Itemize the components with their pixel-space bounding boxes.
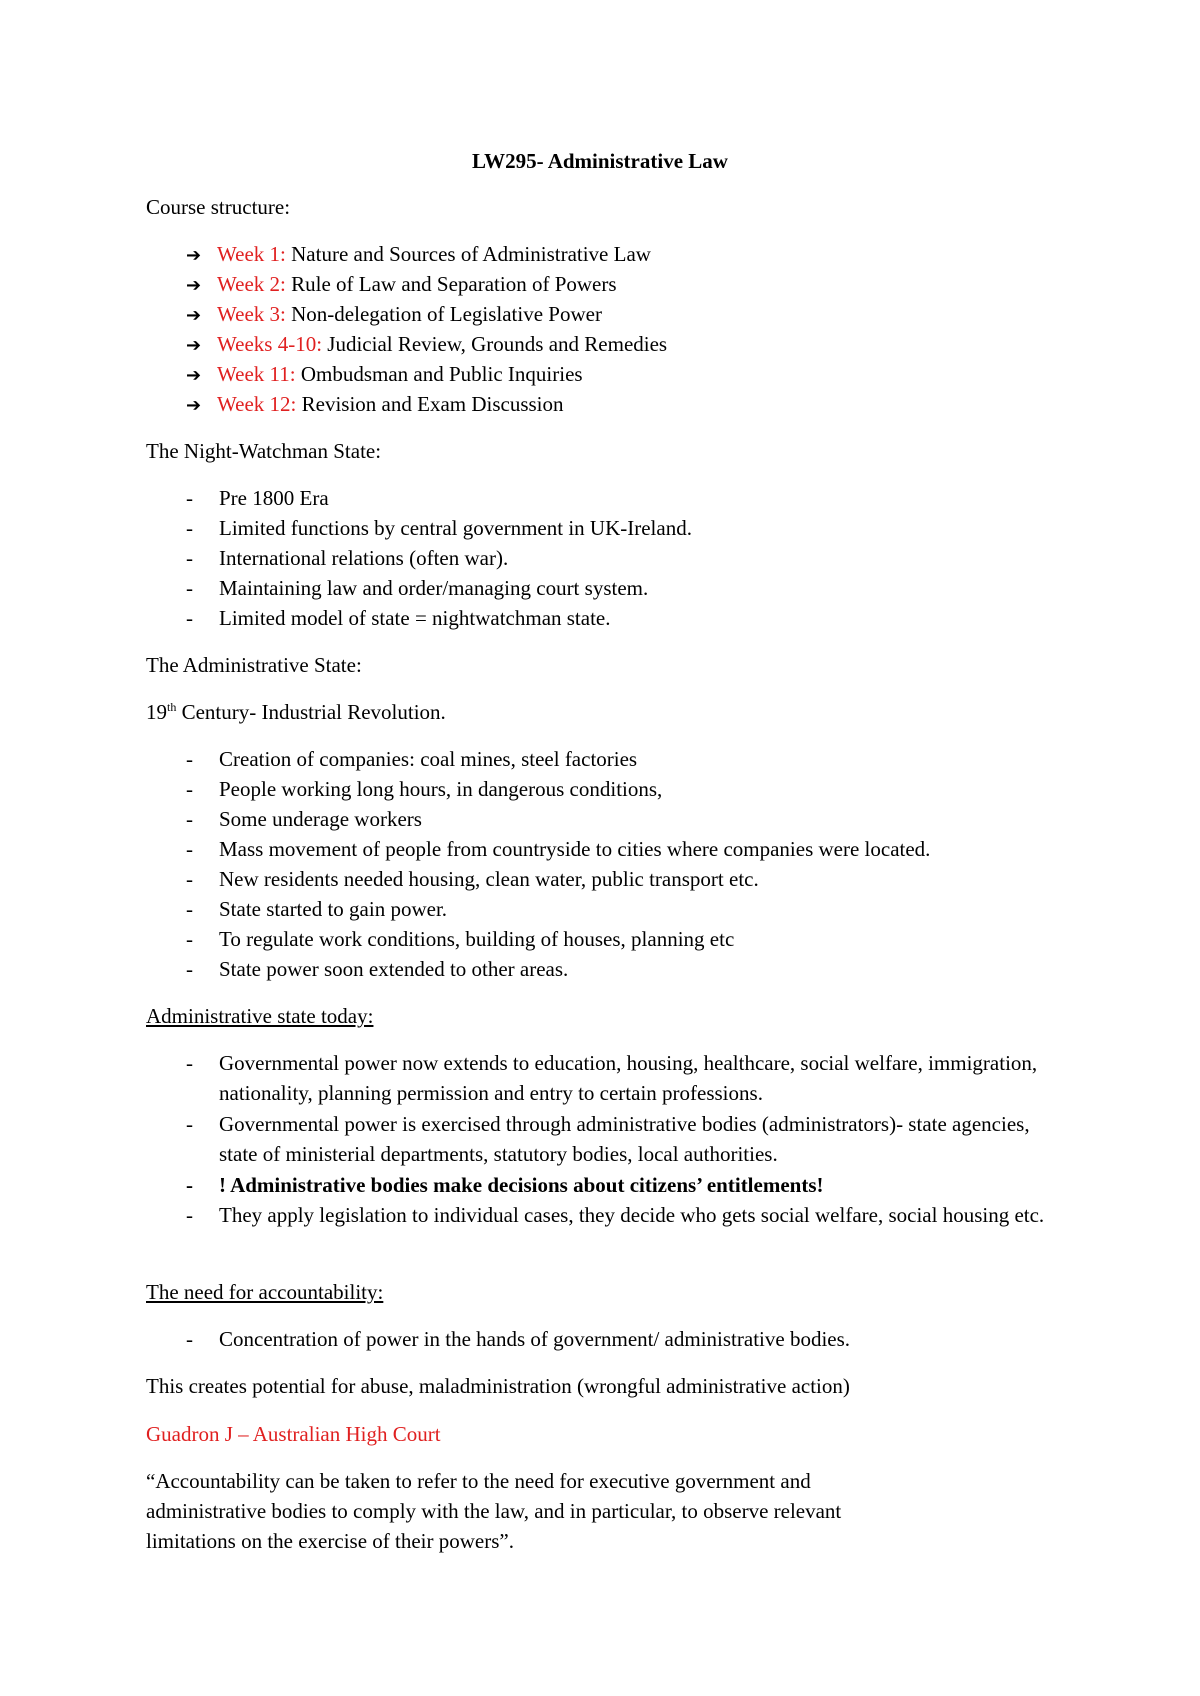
arrow-icon: ➔ (186, 305, 202, 326)
accountability-heading: The need for accountability: (146, 1280, 384, 1304)
case-heading: Guadron J – Australian High Court (146, 1422, 441, 1446)
dash-bullet: - (186, 747, 193, 771)
arrow-icon: ➔ (186, 335, 202, 356)
list-item: - Governmental power now extends to education, housing, healthcare, social welfare, immigration, nationality, planning permission and entry to certain professions. (186, 1048, 1066, 1108)
list-item: - Some underage workers (186, 804, 1066, 834)
arrow-icon: ➔ (186, 365, 202, 386)
list-item-emphasis: - ! Administrative bodies make decisions about citizens’ entitlements! (186, 1170, 1066, 1200)
week-label: Weeks 4-10: (217, 332, 323, 356)
dash-bullet: - (186, 1173, 193, 1197)
list-item: - Concentration of power in the hands of government/ administrative bodies. (186, 1324, 1066, 1354)
quote-line: administrative bodies to comply with the law, and in particular, to observe relevant (146, 1499, 842, 1523)
week-topic: Revision and Exam Discussion (296, 392, 564, 416)
week-item (186, 361, 583, 389)
quote-line: “Accountability can be taken to refer to the need for executive government and (146, 1469, 811, 1493)
document-title: LW295- Administrative Law (472, 149, 728, 173)
week-label: Week 12: (217, 392, 297, 416)
week-label: Week 11: (217, 362, 296, 386)
week-topic: Nature and Sources of Administrative Law (285, 242, 651, 266)
arrow-icon: ➔ (186, 275, 202, 296)
list-item: - Mass movement of people from countryside to cities where companies were located. (186, 834, 1066, 864)
dash-bullet: - (186, 837, 193, 861)
today-heading: Administrative state today: (146, 1004, 374, 1028)
arrow-icon: ➔ (186, 245, 202, 266)
week-item (186, 271, 617, 299)
dash-bullet: - (186, 897, 193, 921)
week-topic: Rule of Law and Separation of Powers (285, 272, 617, 296)
course-structure-heading: Course structure: (146, 195, 291, 219)
list-item: - International relations (often war). (186, 543, 1066, 573)
week-item (186, 391, 564, 419)
list-item: - State started to gain power. (186, 894, 1066, 924)
week-topic: Ombudsman and Public Inquiries (295, 362, 583, 386)
dash-bullet: - (186, 927, 193, 951)
list-item: - They apply legislation to individual cases, they decide who gets social welfare, social housing etc. (186, 1200, 1066, 1230)
week-topic: Non-delegation of Legislative Power (285, 302, 602, 326)
week-label: Week 1: (217, 242, 286, 266)
dash-bullet: - (186, 516, 193, 540)
quote-line: limitations on the exercise of their powers”. (146, 1529, 514, 1553)
dash-bullet: - (186, 606, 193, 630)
dash-bullet: - (186, 807, 193, 831)
week-item (186, 241, 651, 269)
dash-bullet: - (186, 957, 193, 981)
week-item (186, 331, 667, 359)
week-label: Week 2: (217, 272, 286, 296)
dash-bullet: - (186, 777, 193, 801)
list-item: - New residents needed housing, clean water, public transport etc. (186, 864, 1066, 894)
list-item: - Governmental power is exercised through administrative bodies (administrators)- state agencies, state of ministerial departments, statutory bodies, local authorities. (186, 1109, 1066, 1169)
admin-state-heading: The Administrative State: (146, 653, 362, 677)
week-topic: Judicial Review, Grounds and Remedies (322, 332, 668, 356)
dash-bullet: - (186, 867, 193, 891)
list-item: - State power soon extended to other areas. (186, 954, 1066, 984)
century-line: 19th Century- Industrial Revolution. (146, 700, 446, 724)
list-item: - Limited functions by central government in UK-Ireland. (186, 513, 1066, 543)
arrow-icon: ➔ (186, 395, 202, 416)
dash-bullet: - (186, 576, 193, 600)
dash-bullet: - (186, 1112, 193, 1136)
dash-bullet: - (186, 1327, 193, 1351)
week-label: Week 3: (217, 302, 286, 326)
list-item: - Limited model of state = nightwatchman state. (186, 603, 1066, 633)
abuse-paragraph: This creates potential for abuse, maladministration (wrongful administrative action) (146, 1374, 850, 1398)
week-item (186, 301, 602, 329)
list-item: - People working long hours, in dangerous conditions, (186, 774, 1066, 804)
list-item: - Creation of companies: coal mines, steel factories (186, 744, 1066, 774)
dash-bullet: - (186, 486, 193, 510)
list-item: - Pre 1800 Era (186, 483, 1066, 513)
list-item: - Maintaining law and order/managing court system. (186, 573, 1066, 603)
night-watchman-heading: The Night-Watchman State: (146, 439, 382, 463)
dash-bullet: - (186, 546, 193, 570)
dash-bullet: - (186, 1051, 193, 1075)
list-item: - To regulate work conditions, building of houses, planning etc (186, 924, 1066, 954)
dash-bullet: - (186, 1203, 193, 1227)
